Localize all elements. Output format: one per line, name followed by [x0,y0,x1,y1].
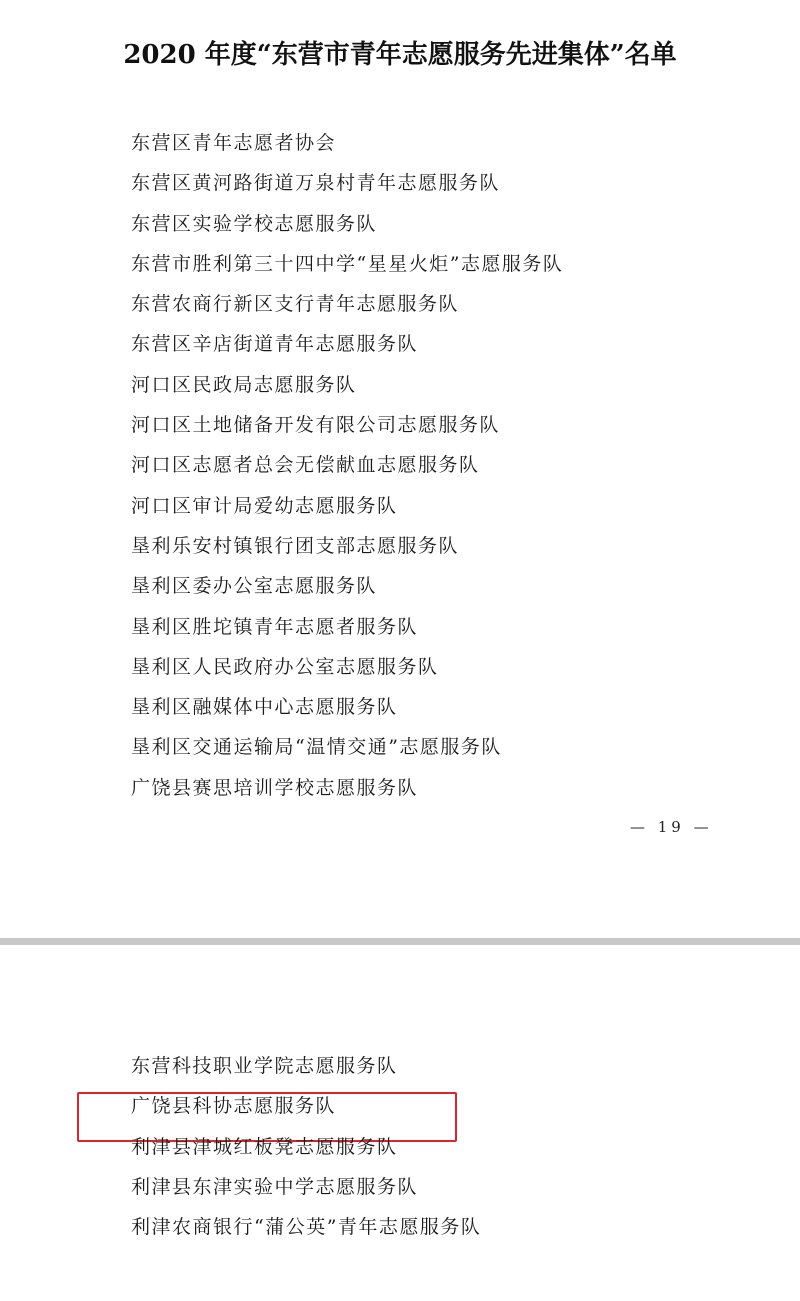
list-item: 东营区青年志愿者协会 [131,132,337,154]
document-title: 2020 年度“东营市青年志愿服务先进集体”名单 [123,40,677,70]
list-item: 广饶县赛思培训学校志愿服务队 [131,776,419,799]
list-item: 东营区黄河路街道万泉村青年志愿服务队 [131,172,501,195]
list-item: 东营区实验学校志愿服务队 [131,212,378,235]
list-item: 垦利区交通运输局“温情交通”志愿服务队 [131,736,502,759]
document-page-2 [0,945,800,1301]
list-item: 河口区志愿者总会无偿献血志愿服务队 [131,454,480,477]
list-item: 河口区土地储备开发有限公司志愿服务队 [131,414,501,437]
list-item: 河口区审计局爱幼志愿服务队 [131,494,398,517]
list-item: 东营区辛店街道青年志愿服务队 [131,333,419,356]
list-item: 利津县津城红板凳志愿服务队 [131,1135,398,1158]
list-item: 垦利乐安村镇银行团支部志愿服务队 [131,534,460,557]
list-item: 利津农商银行“蒲公英”青年志愿服务队 [131,1216,482,1239]
list-item: 东营市胜利第三十四中学“星星火炬”志愿服务队 [131,252,564,275]
list-item: 东营农商行新区支行青年志愿服务队 [131,293,460,316]
list-item-highlighted: 东营科技职业学院志愿服务队 [131,1055,398,1077]
organization-list-page-1 [131,123,563,808]
list-item: 广饶县科协志愿服务队 [131,1095,337,1118]
list-item: 垦利区融媒体中心志愿服务队 [131,696,398,719]
page-number: — 19 — [630,818,713,836]
list-item: 垦利区人民政府办公室志愿服务队 [131,655,439,678]
list-item: 利津县东津实验中学志愿服务队 [131,1175,419,1198]
organization-list-page-2 [131,1046,481,1247]
page-separator [0,938,800,945]
list-item: 河口区民政局志愿服务队 [131,373,357,396]
list-item: 垦利区委办公室志愿服务队 [131,575,378,598]
list-item: 垦利区胜坨镇青年志愿者服务队 [131,615,419,638]
